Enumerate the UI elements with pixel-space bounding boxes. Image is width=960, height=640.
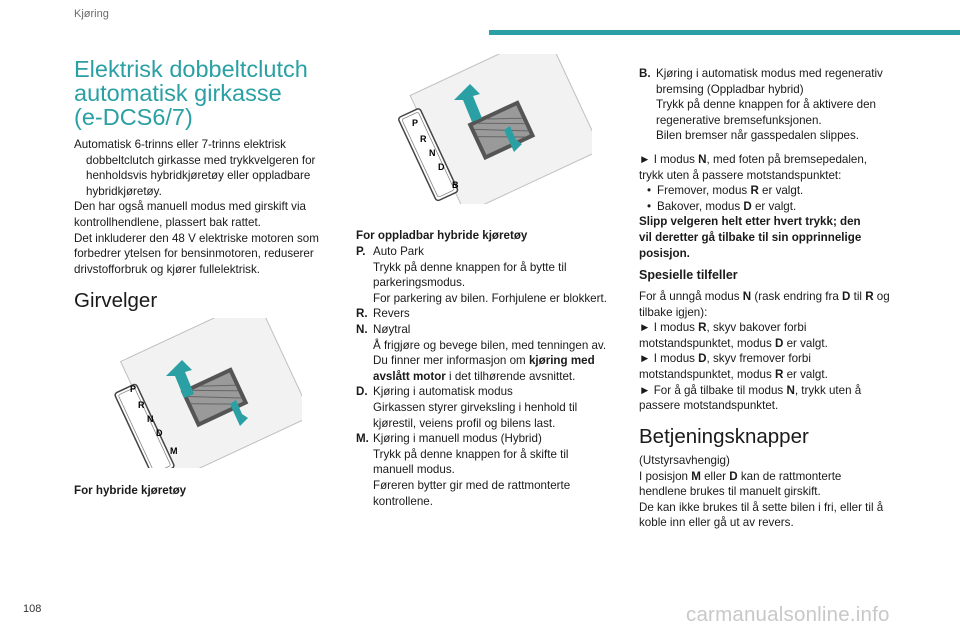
page-title: Elektrisk dobbeltclutch automatisk girkasse (e-DCS6/7): [74, 56, 308, 130]
dot-bullet-icon: •: [647, 184, 652, 198]
list-item: • Fremover, modus R er valgt.: [647, 184, 804, 198]
intro-paragraph: Automatisk 6-trinns eller 7-trinns elektrisk dobbeltclutch girkasse med trykkvelgeren for henholdsvis hybridkjøretøy eller oppladbare hybridkjøretøy. Den har også manuell modus med girskift via kontrollhendlene, plassert bak rattet. Det inkluderer den 48 V elektriske motoren som forbedrer ytelsen for bensinmotoren, reduserer drivstofforbruk og kjører fullelektrisk.: [74, 138, 319, 276]
list-item: • Bakover, modus D er valgt.: [647, 199, 797, 213]
mode-definitions: [356, 244, 624, 509]
gear-letter: D: [156, 428, 163, 438]
special-cases-heading: Spesielle tilfeller: [639, 268, 738, 282]
mode-p: P. Auto Park Trykk på denne knappen for å bytte til parkeringsmodus. For parkering av bilen. Forhjulene er blokkert.: [356, 245, 607, 305]
mode-b: B. Kjøring i automatisk modus med regenerativ bremsing (Oppladbar hybrid) Trykk på denne knappen for å aktivere den regenerative bremsefunksjonen. Bilen bremser når gasspedalen slippes.: [639, 67, 883, 143]
page-number: 108: [23, 603, 42, 615]
gear-selector-figure-plugin-hybrid: [392, 54, 592, 204]
girvelger-heading: Girvelger: [74, 289, 158, 312]
arrow-bullet-icon: ►: [639, 352, 654, 366]
arrow-bullet-icon: ►: [639, 383, 654, 397]
controls-heading: Betjeningsknapper: [639, 425, 809, 448]
gear-letter: N: [147, 414, 154, 424]
shift-instructions: ► I modus N, med foten på bremsepedalen, trykk uten å passere motstandspunktet: • Fremover, modus R er valgt. • Bakover, modus D er valgt. Slipp velgeren helt etter hvert trykk; den vil deretter gå tilbake til sin opprinnelige posisjon.: [639, 152, 915, 261]
mode-d: D. Kjøring i automatisk modus Girkassen styrer girveksling i henhold til kjørestil, veiens profil og bilens last.: [356, 385, 578, 430]
mode-r: R. Revers: [356, 307, 410, 321]
gear-selector-figure-hybrid: [112, 318, 302, 468]
gear-letter: B: [452, 180, 459, 190]
controls-paragraph: (Utstyrsavhengig) I posisjon M eller D kan de rattmonterte hendlene brukes til manuelt girskift. De kan ikke brukes til å sette bilen i fri, eller til å koble inn eller gå ut av revers.: [639, 454, 884, 530]
special-cases: For å unngå modus N (rask endring fra D til R og tilbake igjen): ► I modus R, skyv bakover forbi motstandspunktet, modus D er valgt. ► I modus D, skyv fremover forbi motstandspunktet, modus R er valgt. ► For å gå tilbake til modus N, trykk uten å passere motstandspunktet.: [639, 290, 890, 413]
figure-caption-hybrid: For hybride kjøretøy: [74, 484, 187, 497]
gear-letter: N: [429, 148, 436, 158]
mode-m: M. Kjøring i manuell modus (Hybrid) Trykk på denne knappen for å skifte til manuell modus. Føreren bytter gir med de rattmonterte kontrollene.: [356, 432, 571, 508]
dot-bullet-icon: •: [647, 199, 652, 213]
mode-n: N. Nøytral Å frigjøre og bevege bilen, med tenningen av. Du finner mer informasjon om kjøring med avslått motor i det tilhørende avsnittet.: [356, 322, 607, 383]
gear-letter: R: [138, 400, 145, 410]
watermark: carmanualsonline.info: [686, 603, 890, 626]
gear-letter: P: [130, 384, 137, 394]
gear-letter: M: [170, 446, 178, 456]
section-label: Kjøring: [74, 8, 109, 20]
arrow-bullet-icon: ►: [639, 321, 654, 335]
header-accent-bar: [489, 30, 960, 35]
gear-letter: R: [420, 134, 427, 144]
arrow-bullet-icon: ►: [639, 153, 654, 166]
gear-letter: P: [412, 118, 419, 128]
gear-letter: D: [438, 162, 445, 172]
figure-caption-plugin-hybrid: For oppladbar hybride kjøretøy: [356, 229, 528, 242]
